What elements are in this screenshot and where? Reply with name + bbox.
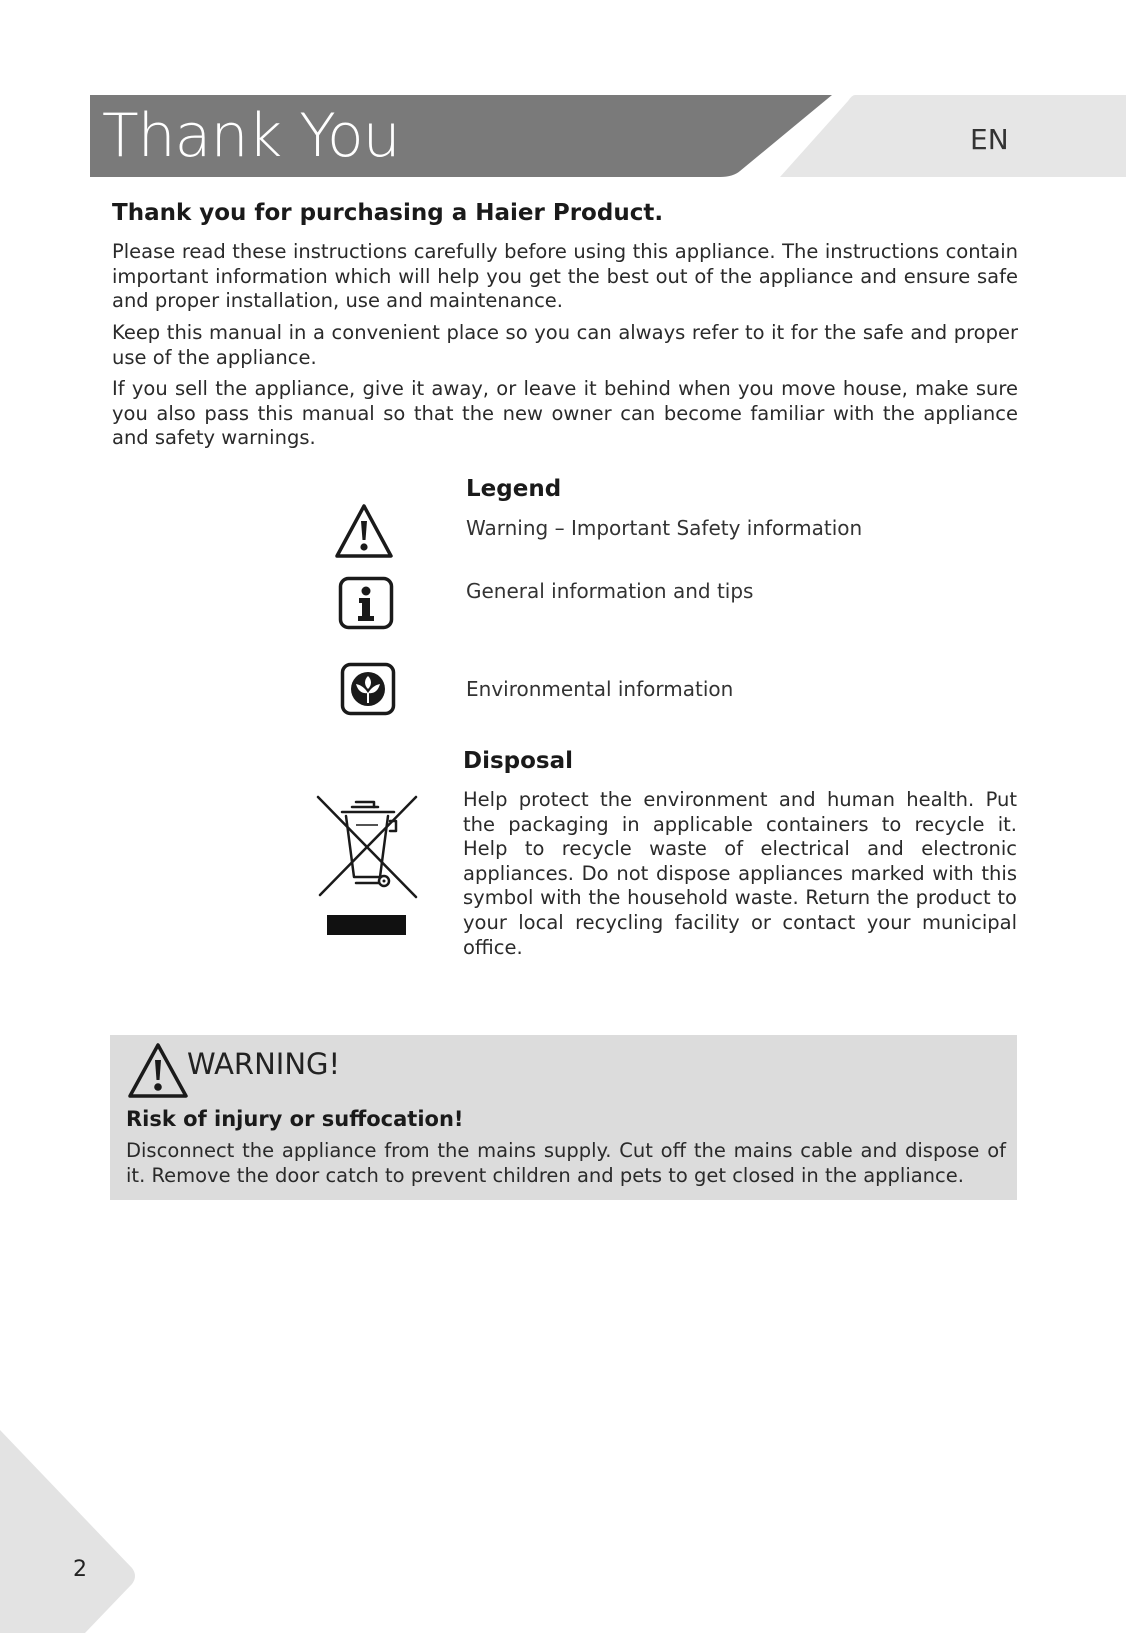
language-code: EN (970, 123, 1009, 156)
warning-triangle-icon (334, 503, 394, 559)
intro-paragraph: Please read these instructions carefully before using this appliance. The instructions contain important information which will help you get the best out of the appliance and ensure safe and proper installation, use and maintenance. (112, 240, 1018, 313)
weee-marking-bar (327, 915, 406, 935)
environment-icon (340, 662, 396, 716)
intro-paragraph: Keep this manual in a convenient place so you can always refer to it for the safe and proper use of the appliance. (112, 321, 1018, 369)
language-tab-background (780, 95, 1126, 177)
legend-item-info: General information and tips (466, 579, 754, 603)
page-corner-decoration (0, 1430, 140, 1633)
intro-heading: Thank you for purchasing a Haier Product. (112, 200, 664, 226)
legend-item-warning: Warning – Important Safety information (466, 516, 863, 540)
legend-heading: Legend (466, 476, 562, 502)
warning-text: Disconnect the appliance from the mains supply. Cut off the mains cable and dispose of it. Remove the door catch to prevent children and pets to get closed in the appliance. (126, 1139, 1006, 1187)
page-number: 2 (73, 1557, 87, 1582)
warning-subtitle: Risk of injury or suffocation! (126, 1107, 464, 1131)
legend-item-environment: Environmental information (466, 677, 734, 701)
info-icon (338, 576, 394, 630)
warning-triangle-icon (127, 1042, 189, 1099)
page-title: Thank You (102, 101, 400, 171)
warning-title: WARNING! (187, 1047, 341, 1081)
crossed-out-bin-icon (316, 795, 420, 900)
intro-paragraph: If you sell the appliance, give it away, or leave it behind when you move house, make sure you also pass this manual so that the new owner can become familiar with the appliance and safety warnings. (112, 377, 1018, 450)
disposal-heading: Disposal (463, 748, 574, 774)
disposal-text: Help protect the environment and human health. Put the packaging in applicable containers to recycle it. Help to recycle waste of electrical and electronic appliances. Do not dispose appliances marked with this symbol with the household waste. Return the product to your local recycling facility or contact your municipal office. (463, 788, 1017, 959)
